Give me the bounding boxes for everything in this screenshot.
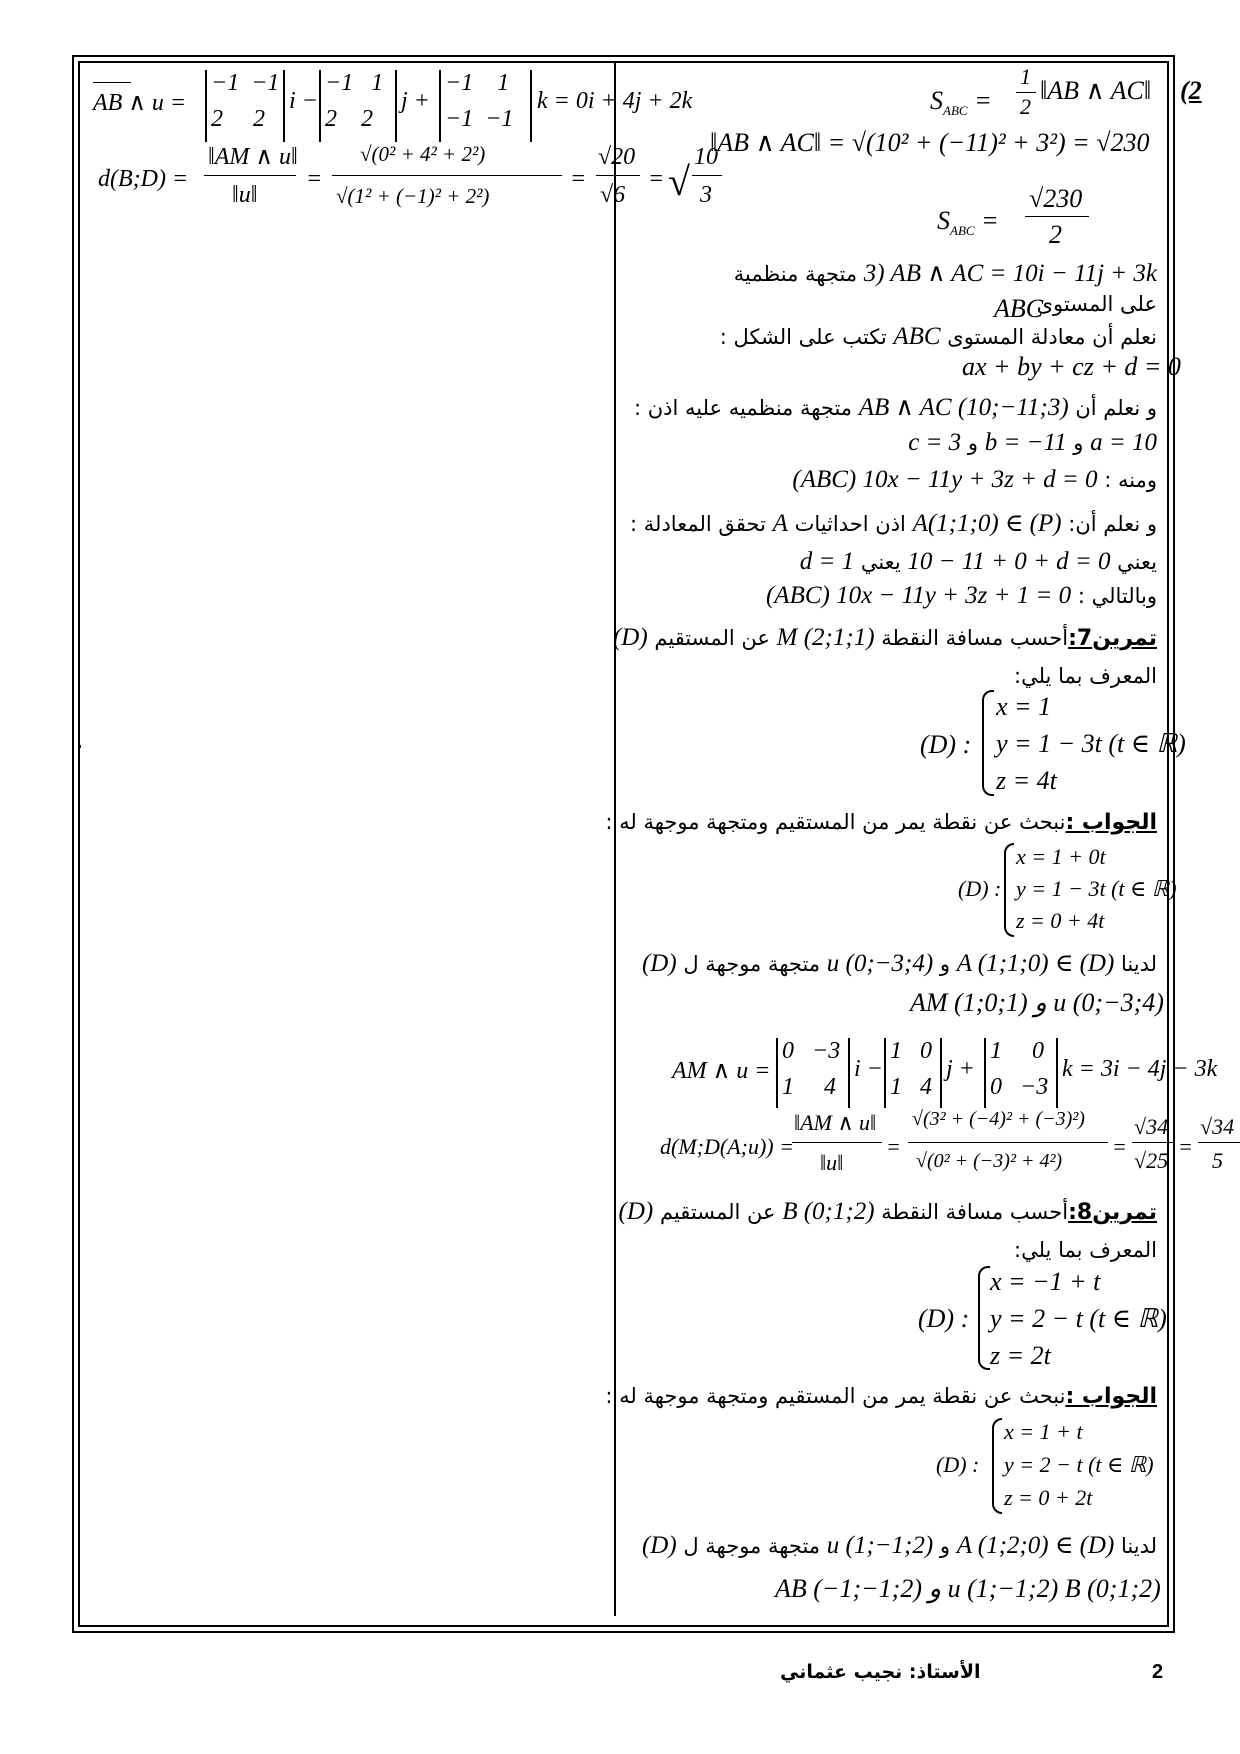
ex8-system2-brace	[992, 1418, 1002, 1514]
exercise-7-title: تمرين7:	[1068, 626, 1157, 651]
exercise-8-title: تمرين8:	[1068, 1200, 1157, 1225]
ex8-system-eq-3: z = 2t	[990, 1341, 1051, 1370]
norm-AB-AC: ‖AB ∧ AC‖ = √(10² + (−11)² + 3²) = √230	[710, 128, 1150, 157]
exercise-8-answer-title: الجواب :	[1065, 1384, 1157, 1409]
therefore-equation: (ABC) 10x − 11y + 3z + d = 0	[792, 466, 1098, 493]
stray-dot	[78, 745, 81, 748]
ex8-vector-u: u (1;−1;2)	[826, 1532, 934, 1559]
system2-brace	[1004, 843, 1014, 937]
normal-vector: AB ∧ AC (10;−11;3)	[858, 394, 1069, 421]
system-brace	[982, 690, 994, 796]
exercise-7-vectors: AM (1;0;1) و u (0;−3;4)	[910, 988, 1164, 1017]
exercise-8-statement	[619, 1198, 1157, 1226]
exercise-7-have-line: لدينا A (1;1;0) ∈ (D) و u (0;−3;4) متجهة موجهة ل (D)	[641, 950, 1157, 977]
pointA-membership: A(1;1;0) ∈ (P)	[912, 510, 1062, 537]
means-result: d = 1	[799, 548, 855, 575]
ex8-system-eq-1: x = −1 + t	[990, 1267, 1101, 1296]
pointA-text-a: و نعلم أن:	[1068, 512, 1157, 536]
exercise-8-have-line: لدينا A (1;2;0) ∈ (D) و u (1;−1;2) متجهة موجهة ل (D)	[641, 1532, 1157, 1559]
q3-cross-product: 3) AB ∧ AC = 10i − 11j + 3k	[863, 260, 1157, 287]
ex8-have-label: لدينا	[1120, 1534, 1157, 1558]
final-equation-line	[766, 582, 1157, 610]
plane-form-text-a: نعلم أن معادلة المستوى	[947, 325, 1157, 349]
exercise-7-text: أحسب مسافة النقطة	[881, 626, 1069, 650]
teacher-name: الأستاذ: نجيب عثماني	[780, 1661, 981, 1683]
ex8-line-D: (D)	[641, 1532, 677, 1559]
ex7-line-D: (D)	[641, 950, 677, 977]
question-2-label: (2	[1180, 76, 1202, 105]
exercise-8-defined: المعرف بما يلي:	[1014, 1238, 1157, 1262]
ex8-system2-eq-1: x = 1 + t	[1004, 1419, 1083, 1444]
system2-eq-3: z = 0 + 4t	[1016, 908, 1105, 933]
exercise-8-point: B (0;1;2)	[782, 1198, 875, 1225]
coeff-c: c = 3	[908, 429, 962, 456]
q3-plane-name: ABC	[994, 294, 1044, 323]
means-line	[800, 548, 1157, 576]
final-label: وبالتالي :	[1077, 584, 1157, 608]
ex8-have-text: متجهة موجهة ل	[683, 1534, 821, 1558]
ex7-have-text: متجهة موجهة ل	[683, 952, 821, 976]
final-plane-equation: (ABC) 10x − 11y + 3z + 1 = 0	[765, 582, 1072, 609]
plane-form-line	[720, 323, 1157, 351]
pointA-text-c: تحقق المعادلة :	[630, 512, 766, 536]
exercise-7-defined: المعرف بما يلي:	[1014, 664, 1157, 688]
exercise-8-answer	[605, 1384, 1157, 1409]
ex8-system-brace	[978, 1266, 990, 1370]
system2-eq-1: x = 1 + 0t	[1016, 844, 1106, 869]
exercise-8-text2: عن المستقيم	[659, 1200, 776, 1224]
coeff-b: b = −11	[984, 429, 1067, 456]
exercise-7-text2: عن المستقيم	[654, 626, 770, 650]
exercise-7-answer-text: نبحث عن نقطة يمر من المستقيم ومتجهة موجهة له :	[605, 810, 1066, 834]
exercise-7-answer	[605, 810, 1157, 835]
coefficients-line	[908, 429, 1157, 457]
system2-eq-2: y = 1 − 3t (t ∈ ℝ)	[1016, 876, 1177, 901]
coeff-and-1: و	[1073, 431, 1084, 455]
normal-text-a: و نعلم أن	[1075, 396, 1157, 420]
exercise-8-line: (D)	[618, 1198, 654, 1225]
system-eq-3: z = 4t	[996, 766, 1057, 795]
plane-form-abc: ABC	[893, 323, 941, 350]
exercise-8-vectors: AB (−1;−1;2) و u (1;−1;2) B (0;1;2)	[775, 1574, 1161, 1603]
normal-vector-line	[634, 392, 1157, 422]
therefore-line	[792, 466, 1157, 494]
exercise-8-answer-text: نبحث عن نقطة يمر من المستقيم ومتجهة موجهة له :	[605, 1384, 1066, 1408]
ex8-system-label: (D) :	[918, 1304, 970, 1333]
column-divider	[614, 61, 616, 1616]
point-A-line: و نعلم أن: A(1;1;0) ∈ (P) اذن احداثيات A تحقق المعادلة :	[630, 510, 1157, 537]
system-label: (D) :	[920, 730, 972, 759]
ex7-have-label: لدينا	[1120, 952, 1157, 976]
ex8-system-eq-2: y = 2 − t (t ∈ ℝ)	[990, 1304, 1167, 1333]
q3-line2: على المستوى	[1036, 292, 1157, 316]
exercise-7-line: (D)	[612, 624, 648, 651]
ex7-point-A: A (1;1;0) ∈ (D)	[956, 950, 1115, 977]
exercise-7-answer-title: الجواب :	[1065, 810, 1157, 835]
system2-label: (D) :	[958, 876, 1002, 901]
exercise-7-statement	[613, 624, 1157, 652]
ex8-system2-label: (D) :	[936, 1452, 980, 1477]
means-label-2: يعني	[860, 550, 901, 574]
page-number: 2	[1152, 1661, 1164, 1683]
means-label: يعني	[1117, 550, 1157, 574]
exercise-7-point: M (2;1;1)	[776, 624, 875, 651]
plane-form-text-b: تكتب على الشكل :	[719, 325, 887, 349]
pointA-text-b: اذن احداثيات	[794, 512, 906, 536]
means-equation: 10 − 11 + 0 + d = 0	[907, 548, 1111, 575]
therefore-label: ومنه :	[1104, 468, 1157, 492]
ex7-vector-u: u (0;−3;4)	[826, 950, 934, 977]
exercise-8-text: أحسب مسافة النقطة	[881, 1200, 1069, 1224]
system-eq-2: y = 1 − 3t (t ∈ ℝ)	[996, 729, 1186, 758]
ex8-point-A: A (1;2;0) ∈ (D)	[956, 1532, 1115, 1559]
q3-line1	[734, 258, 1157, 288]
coeff-and-2: و	[967, 431, 979, 455]
normal-text-b: متجهة منظميه عليه اذن :	[633, 396, 853, 420]
ex8-system2-eq-2: y = 2 − t (t ∈ ℝ)	[1004, 1452, 1154, 1477]
system-eq-1: x = 1	[996, 692, 1052, 721]
coeff-a: a = 10	[1090, 429, 1157, 456]
ex8-system2-eq-3: z = 0 + 2t	[1004, 1485, 1093, 1510]
q3-text: متجهة منظمية	[733, 262, 858, 286]
plane-general-equation: ax + by + cz + d = 0	[962, 352, 1181, 381]
